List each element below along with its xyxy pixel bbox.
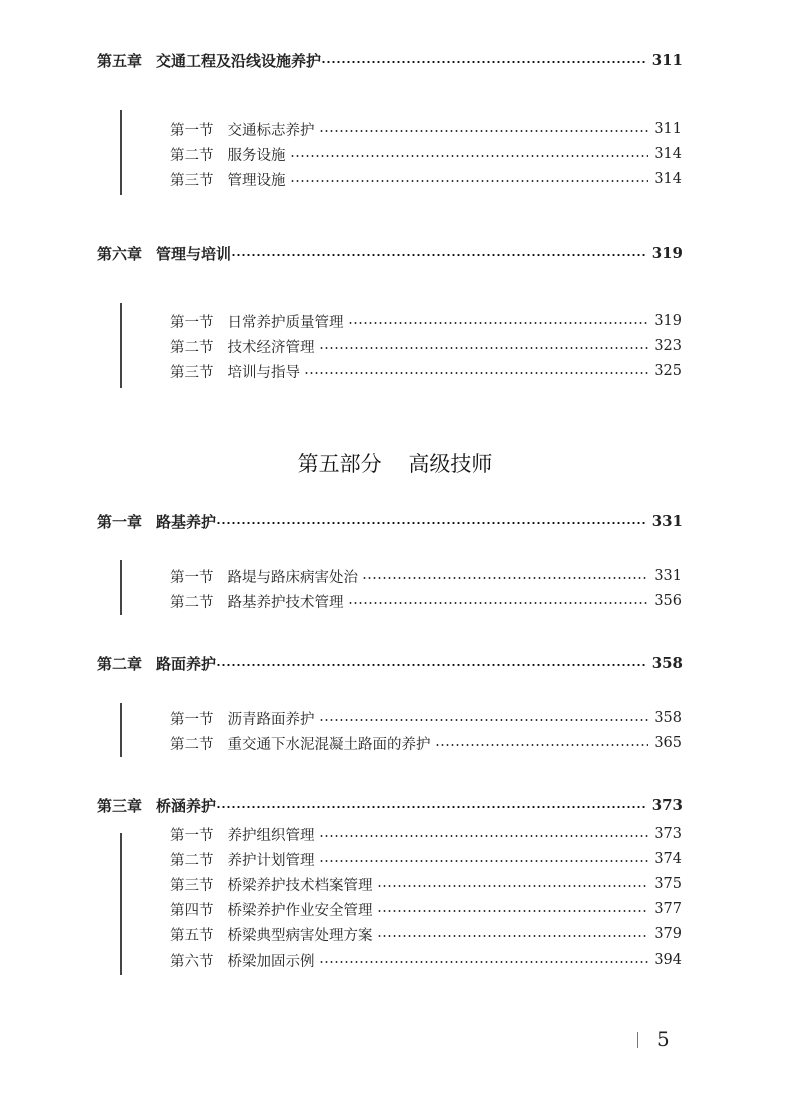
- section-entry-title: 服务设施: [227, 147, 286, 164]
- section-entry-page: 377: [654, 901, 682, 917]
- section-entry: [170, 823, 682, 845]
- section-entry-title: 桥梁加固示例: [227, 953, 315, 970]
- dot-leader: [319, 719, 649, 721]
- section-entry-title: 培训与指导: [227, 364, 300, 381]
- section-entry: [170, 873, 682, 895]
- chapter-entry: [97, 510, 683, 532]
- chapter-entry-title: 桥涵养护: [156, 796, 217, 815]
- dot-leader: [321, 61, 646, 64]
- section-entry-title: 路基养护技术管理: [227, 594, 344, 611]
- section-entry-page: 356: [654, 593, 682, 609]
- section-entry: [170, 898, 682, 920]
- section-entry-page: 358: [654, 710, 682, 726]
- section-entry-title: 重交通下水泥混凝土路面的养护: [227, 736, 431, 753]
- section-entry-number: 第二节: [170, 852, 214, 869]
- chapter-entry-number: 第一章: [97, 512, 143, 531]
- dot-leader: [362, 577, 648, 579]
- chapter-entry-number: 第六章: [97, 244, 143, 263]
- part-title: 高级技师: [408, 452, 493, 476]
- dot-leader: [319, 860, 649, 862]
- section-entry-page: 314: [654, 146, 682, 162]
- section-entry-title: 桥梁典型病害处理方案: [227, 927, 373, 944]
- chapter-entry-page: 373: [651, 796, 683, 814]
- section-entry-page: 375: [654, 876, 682, 892]
- chapter-entry: [97, 794, 683, 816]
- dot-leader: [348, 602, 649, 604]
- chapter-entry: [97, 49, 683, 71]
- section-bracket-bar: [120, 560, 122, 615]
- section-entry: [170, 565, 682, 587]
- section-entry-title: 交通标志养护: [227, 122, 315, 139]
- section-entry-number: 第三节: [170, 172, 214, 189]
- section-bracket-bar: [120, 833, 122, 975]
- section-entry-title: 日常养护质量管理: [227, 314, 344, 331]
- chapter-entry-page: 358: [651, 654, 683, 672]
- chapter-entry-number: 第三章: [97, 796, 143, 815]
- section-entry-page: 331: [654, 568, 682, 584]
- dot-leader: [290, 180, 649, 182]
- section-entry: [170, 118, 682, 140]
- chapter-entry-title: 路基养护: [156, 512, 217, 531]
- section-entry: [170, 360, 682, 382]
- section-entry: [170, 732, 682, 754]
- section-entry-number: 第三节: [170, 877, 214, 894]
- page-number: 5: [657, 1027, 670, 1051]
- section-entry-title: 技术经济管理: [227, 339, 315, 356]
- section-entry-number: 第五节: [170, 927, 214, 944]
- dot-leader: [319, 961, 649, 963]
- dot-leader: [290, 155, 649, 157]
- chapter-entry: [97, 652, 683, 674]
- dot-leader: [435, 744, 649, 746]
- section-entry-number: 第二节: [170, 147, 214, 164]
- dot-leader: [377, 885, 649, 887]
- section-entry-page: 365: [654, 735, 682, 751]
- section-entry-page: 311: [654, 121, 682, 137]
- dot-leader: [377, 910, 649, 912]
- section-entry-page: 323: [654, 338, 682, 354]
- section-entry-number: 第一节: [170, 711, 214, 728]
- section-entry-page: 314: [654, 171, 682, 187]
- section-bracket-bar: [120, 703, 122, 757]
- chapter-entry-page: 331: [651, 512, 683, 530]
- section-entry-page: 325: [654, 363, 682, 379]
- part-number: 第五部分: [297, 452, 382, 476]
- section-entry-number: 第二节: [170, 594, 214, 611]
- chapter-entry-page: 319: [651, 244, 683, 262]
- part-heading: [0, 448, 790, 478]
- section-entry: [170, 923, 682, 945]
- section-entry: [170, 335, 682, 357]
- section-entry-number: 第一节: [170, 122, 214, 139]
- section-bracket-bar: [120, 303, 122, 388]
- dot-leader: [319, 347, 649, 349]
- section-entry-number: 第一节: [170, 827, 214, 844]
- section-entry-page: 374: [654, 851, 682, 867]
- section-entry-page: 379: [654, 926, 682, 942]
- chapter-entry-page: 311: [651, 51, 683, 69]
- dot-leader: [216, 806, 646, 809]
- section-entry-title: 路堤与路床病害处治: [227, 569, 358, 586]
- chapter-entry: [97, 242, 683, 264]
- chapter-entry-title: 交通工程及沿线设施养护: [156, 51, 322, 70]
- section-entry-page: 394: [654, 952, 682, 968]
- dot-leader: [231, 254, 646, 257]
- section-entry-title: 沥青路面养护: [227, 711, 315, 728]
- section-entry-page: 319: [654, 313, 682, 329]
- chapter-entry-title: 管理与培训: [156, 244, 232, 263]
- section-entry-title: 管理设施: [227, 172, 286, 189]
- dot-leader: [319, 835, 649, 837]
- section-entry-number: 第一节: [170, 569, 214, 586]
- section-entry-title: 桥梁养护作业安全管理: [227, 902, 373, 919]
- section-entry-number: 第一节: [170, 314, 214, 331]
- section-entry: [170, 168, 682, 190]
- section-entry: [170, 707, 682, 729]
- dot-leader: [319, 130, 649, 132]
- dot-leader: [216, 522, 646, 525]
- chapter-entry-title: 路面养护: [156, 654, 217, 673]
- section-entry-number: 第六节: [170, 953, 214, 970]
- dot-leader: [304, 372, 648, 374]
- section-entry: [170, 848, 682, 870]
- section-entry-title: 桥梁养护技术档案管理: [227, 877, 373, 894]
- section-entry-number: 第二节: [170, 736, 214, 753]
- section-entry-title: 养护计划管理: [227, 852, 315, 869]
- section-entry-page: 373: [654, 826, 682, 842]
- section-entry-title: 养护组织管理: [227, 827, 315, 844]
- dot-leader: [216, 664, 646, 667]
- footer-divider: [637, 1032, 638, 1048]
- section-entry: [170, 590, 682, 612]
- section-entry-number: 第二节: [170, 339, 214, 356]
- dot-leader: [377, 935, 649, 937]
- section-entry: [170, 310, 682, 332]
- dot-leader: [348, 322, 649, 324]
- section-entry-number: 第四节: [170, 902, 214, 919]
- section-entry: [170, 143, 682, 165]
- section-entry: [170, 949, 682, 971]
- section-entry-number: 第三节: [170, 364, 214, 381]
- chapter-entry-number: 第五章: [97, 51, 143, 70]
- chapter-entry-number: 第二章: [97, 654, 143, 673]
- section-bracket-bar: [120, 110, 122, 195]
